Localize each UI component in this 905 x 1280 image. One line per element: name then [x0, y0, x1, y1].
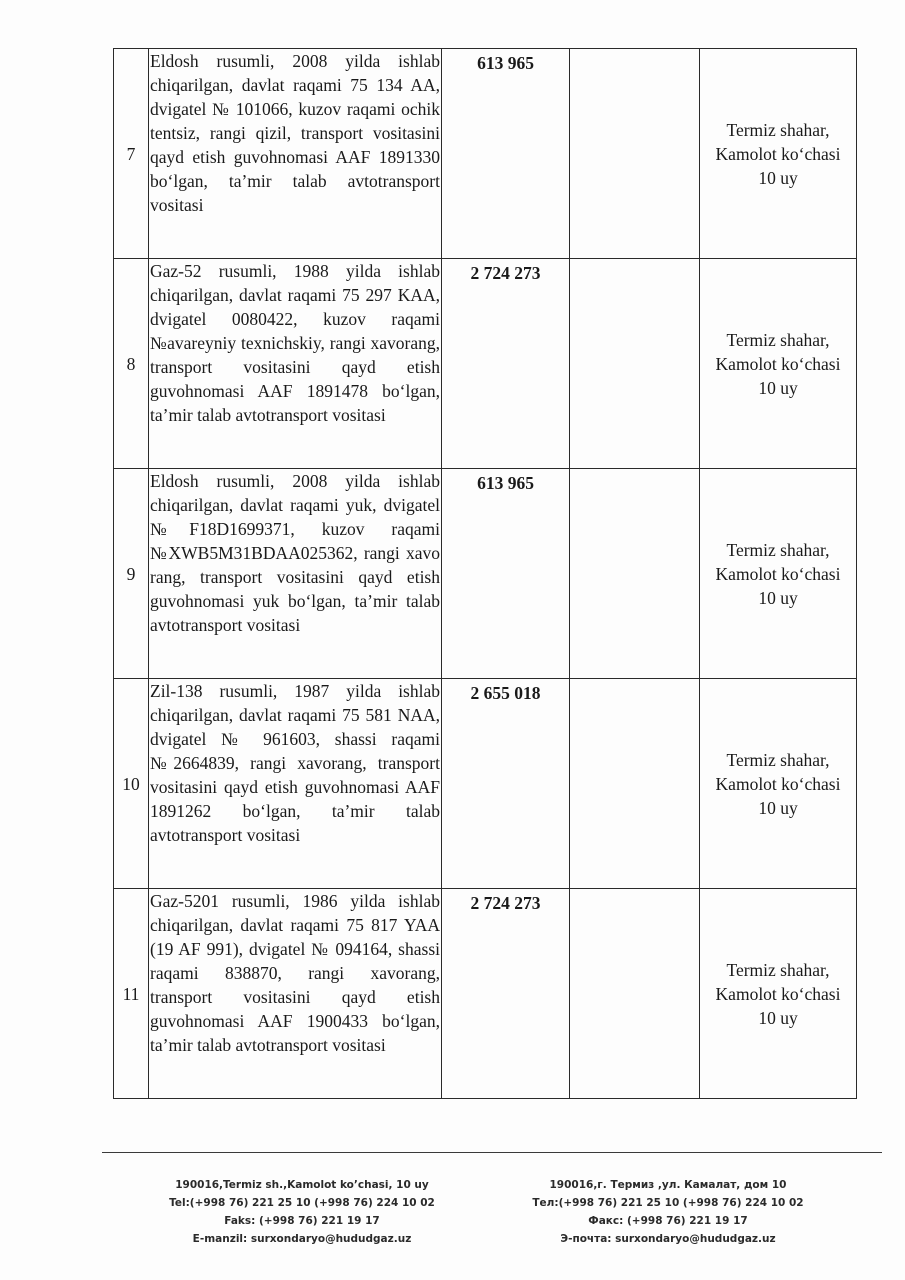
footer-address: 190016,г. Термиз ,ул. Камалат, дом 10 [549, 1179, 787, 1191]
footer-phone: Tel:(+998 76) 221 25 10 (+998 76) 224 10 02 [169, 1197, 435, 1209]
address-cell: Termiz shahar, Kamolot ko‘chasi 10 uy [700, 679, 857, 889]
address-cell: Termiz shahar, Kamolot ko‘chasi 10 uy [700, 259, 857, 469]
vehicle-description: Eldosh rusumli, 2008 yilda ishlab chiqarilgan, davlat raqami 75 134 AA, dvigatel № 101066, kuzov raqami ochik tentsiz, rangi qizil, transport vositasini qayd etish guvohnomasi AAF 1891330 bo‘lgan, ta’mir talab avtotransport vositasi [149, 49, 442, 259]
price-cell: 2 724 273 [442, 259, 570, 469]
vehicle-table [113, 48, 857, 1099]
table-row [114, 49, 857, 259]
empty-cell [570, 259, 700, 469]
empty-cell [570, 679, 700, 889]
footer-divider [102, 1152, 882, 1153]
price-cell: 2 724 273 [442, 889, 570, 1099]
row-number: 11 [114, 889, 149, 1099]
row-number: 8 [114, 259, 149, 469]
vehicle-description: Gaz-5201 rusumli, 1986 yilda ishlab chiqarilgan, davlat raqami 75 817 YAA (19 AF 991), dvigatel № 094164, shassi raqami 838870, rangi xavorang, transport vositasini qayd etish guvohnomasi AAF 1900433 bo‘lgan, ta’mir talab avtotransport vositasi [149, 889, 442, 1099]
footer-phone: Тел:(+998 76) 221 25 10 (+998 76) 224 10 02 [532, 1197, 804, 1209]
footer-email: E-manzil: surxondaryo@hududgaz.uz [192, 1233, 412, 1245]
address-cell: Termiz shahar, Kamolot ko‘chasi 10 uy [700, 889, 857, 1099]
price-cell: 613 965 [442, 469, 570, 679]
address-cell: Termiz shahar, Kamolot ko‘chasi 10 uy [700, 49, 857, 259]
table-row [114, 469, 857, 679]
empty-cell [570, 889, 700, 1099]
vehicle-description: Eldosh rusumli, 2008 yilda ishlab chiqarilgan, davlat raqami yuk, dvigatel №F18D1699371, kuzov raqami №XWB5M31BDAA025362, rangi xavo rang, transport vositasini qayd etish guvohnomasi yuk bo‘lgan, ta’mir talab avtotransport vositasi [149, 469, 442, 679]
vehicle-description: Zil-138 rusumli, 1987 yilda ishlab chiqarilgan, davlat raqami 75 581 NAA, dvigatel № 961603, shassi raqami №2664839, rangi xavorang, transport vositasini qayd etish guvohnomasi AAF 1891262 bo‘lgan, ta’mir talab avtotransport vositasi [149, 679, 442, 889]
empty-cell [570, 469, 700, 679]
price-cell: 613 965 [442, 49, 570, 259]
address-cell: Termiz shahar, Kamolot ko‘chasi 10 uy [700, 469, 857, 679]
footer-fax: Faks: (+998 76) 221 19 17 [224, 1215, 380, 1227]
footer-contacts-latin [142, 1176, 462, 1248]
table-row [114, 679, 857, 889]
footer-fax: Факс: (+998 76) 221 19 17 [588, 1215, 748, 1227]
table-row [114, 889, 857, 1099]
row-number: 9 [114, 469, 149, 679]
row-number: 7 [114, 49, 149, 259]
table-row [114, 259, 857, 469]
empty-cell [570, 49, 700, 259]
row-number: 10 [114, 679, 149, 889]
vehicle-description: Gaz-52 rusumli, 1988 yilda ishlab chiqarilgan, davlat raqami 75 297 KAA, dvigatel 0080422, kuzov raqami №avareyniy texnichskiy, rangi xavorang, transport vositasini qayd etish guvohnomasi AAF 1891478 bo‘lgan, ta’mir talab avtotransport vositasi [149, 259, 442, 469]
footer-address: 190016,Termiz sh.,Kamolot ko’chasi, 10 uy [175, 1179, 429, 1191]
footer-email: Э-почта: surxondaryo@hududgaz.uz [560, 1233, 776, 1245]
price-cell: 2 655 018 [442, 679, 570, 889]
footer-contacts-cyrillic [508, 1176, 828, 1248]
